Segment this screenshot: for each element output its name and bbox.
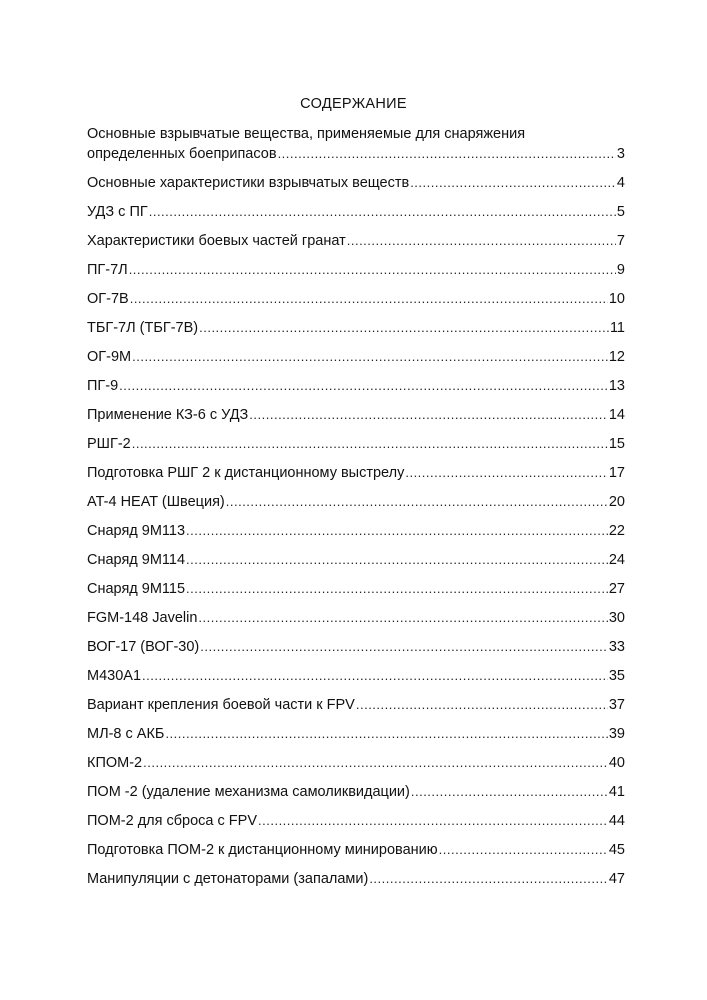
- dot-leader: [142, 666, 608, 682]
- toc-entry-page-number: 45: [608, 842, 625, 858]
- toc-entry-page-number: 10: [608, 291, 625, 307]
- toc-entry-row: [87, 666, 625, 686]
- toc-entry-row: [87, 869, 625, 889]
- toc-entry-row: [87, 260, 625, 280]
- toc-entry-page-number: 47: [608, 871, 625, 887]
- toc-entry-label: ОГ-9М: [87, 349, 132, 365]
- dot-leader: [347, 231, 616, 247]
- dot-leader: [199, 318, 609, 334]
- toc-entry-row: [87, 608, 625, 628]
- toc-entry-row: [87, 840, 625, 860]
- dot-leader: [149, 202, 616, 218]
- toc-entry-row: [87, 463, 625, 483]
- toc-entry-label: FGM-148 Javelin: [87, 610, 198, 626]
- toc-entry-row: [87, 753, 625, 773]
- toc-entry-label: Характеристики боевых частей гранат: [87, 233, 346, 249]
- toc-entry-label: ТБГ-7Л (ТБГ-7В): [87, 320, 199, 336]
- dot-leader: [132, 347, 608, 363]
- toc-entry[interactable]: [87, 405, 625, 425]
- toc-entry-row: [87, 405, 625, 425]
- toc-entry-row: [87, 318, 625, 338]
- dot-leader: [405, 463, 608, 479]
- toc-entry-page-number: 7: [616, 233, 625, 249]
- toc-entry-page-number: 4: [616, 175, 625, 191]
- dot-leader: [132, 434, 608, 450]
- toc-entry-label: Снаряд 9М114: [87, 552, 186, 568]
- toc-entry-row: [87, 550, 625, 570]
- dot-leader: [200, 637, 608, 653]
- toc-entry-label: ПГ-9: [87, 378, 119, 394]
- toc-entry[interactable]: [87, 260, 625, 280]
- dot-leader: [130, 289, 608, 305]
- dot-leader: [165, 724, 607, 740]
- dot-leader: [439, 840, 608, 856]
- toc-entry[interactable]: [87, 231, 625, 251]
- toc-entry-label: AT-4 HEAT (Швеция): [87, 494, 225, 510]
- dot-leader: [186, 550, 608, 566]
- toc-entry-row: [87, 347, 625, 367]
- dot-leader: [369, 869, 608, 885]
- toc-entry-page-number: 39: [608, 726, 625, 742]
- toc-entry-page-number: 17: [608, 465, 625, 481]
- toc-entry-row: [87, 637, 625, 657]
- toc-entry-row: [87, 579, 625, 599]
- toc-entry-row: [87, 289, 625, 309]
- toc-entry-page-number: 24: [608, 552, 625, 568]
- toc-entry[interactable]: [87, 434, 625, 454]
- toc-entry-label: ОГ-7В: [87, 291, 129, 307]
- toc-entry-label: M430A1: [87, 668, 142, 684]
- toc-entry-label: УДЗ с ПГ: [87, 204, 148, 220]
- toc-entry[interactable]: [87, 173, 625, 193]
- toc-entry[interactable]: [87, 347, 625, 367]
- toc-entry-label: Вариант крепления боевой части к FPV: [87, 697, 355, 713]
- table-of-contents: [87, 124, 625, 898]
- toc-entry[interactable]: [87, 289, 625, 309]
- toc-entry[interactable]: [87, 579, 625, 599]
- dot-leader: [278, 144, 616, 160]
- toc-entry-row: [87, 144, 625, 164]
- toc-entry-page-number: 30: [608, 610, 625, 626]
- toc-entry[interactable]: [87, 550, 625, 570]
- dot-leader: [186, 579, 608, 595]
- toc-entry[interactable]: [87, 124, 625, 164]
- dot-leader: [249, 405, 608, 421]
- toc-entry-page-number: 40: [608, 755, 625, 771]
- toc-entry-label: КПОМ-2: [87, 755, 143, 771]
- dot-leader: [410, 173, 616, 189]
- toc-entry-page-number: 33: [608, 639, 625, 655]
- toc-entry-label: ВОГ-17 (ВОГ-30): [87, 639, 200, 655]
- toc-entry-label: ПГ-7Л: [87, 262, 128, 278]
- toc-entry-row: [87, 724, 625, 744]
- toc-entry-label: Снаряд 9М113: [87, 523, 186, 539]
- page-title: СОДЕРЖАНИЕ: [300, 96, 407, 112]
- toc-entry[interactable]: [87, 608, 625, 628]
- toc-entry-row: [87, 782, 625, 802]
- toc-entry-page-number: 5: [616, 204, 625, 220]
- toc-entry[interactable]: [87, 753, 625, 773]
- toc-entry-label: определенных боеприпасов: [87, 146, 277, 162]
- toc-entry-row: [87, 231, 625, 251]
- dot-leader: [119, 376, 608, 392]
- toc-entry-label: Снаряд 9М115: [87, 581, 186, 597]
- toc-entry-page-number: 20: [608, 494, 625, 510]
- toc-entry-label: Применение КЗ-6 с УДЗ: [87, 407, 249, 423]
- toc-entry[interactable]: [87, 695, 625, 715]
- toc-entry[interactable]: [87, 782, 625, 802]
- toc-entry-page-number: 15: [608, 436, 625, 452]
- toc-entry[interactable]: [87, 869, 625, 889]
- toc-entry[interactable]: [87, 637, 625, 657]
- toc-entry-label: ПОМ -2 (удаление механизма самоликвидации): [87, 784, 410, 800]
- toc-entry-label: Манипуляции с детонаторами (запалами): [87, 871, 369, 887]
- toc-entry-page-number: 22: [608, 523, 625, 539]
- toc-entry-page-number: 9: [616, 262, 625, 278]
- dot-leader: [356, 695, 608, 711]
- toc-entry[interactable]: [87, 811, 625, 831]
- toc-entry-row: [87, 695, 625, 715]
- toc-entry-row: [87, 811, 625, 831]
- toc-entry[interactable]: [87, 724, 625, 744]
- toc-entry-page-number: 11: [609, 320, 625, 336]
- toc-entry[interactable]: [87, 840, 625, 860]
- dot-leader: [143, 753, 608, 769]
- toc-entry-label: Подготовка ПОМ-2 к дистанционному минированию: [87, 842, 438, 858]
- dot-leader: [129, 260, 616, 276]
- toc-entry[interactable]: [87, 318, 625, 338]
- toc-entry[interactable]: [87, 376, 625, 396]
- toc-entry-row: [87, 202, 625, 222]
- toc-entry-row: [87, 492, 625, 512]
- toc-entry-page-number: 41: [608, 784, 625, 800]
- dot-leader: [226, 492, 608, 508]
- toc-entry-page-number: 14: [608, 407, 625, 423]
- dot-leader: [198, 608, 607, 624]
- toc-entry-row: [87, 173, 625, 193]
- toc-entry-page-number: 27: [608, 581, 625, 597]
- toc-entry-row: [87, 434, 625, 454]
- toc-entry-label-line1: Основные взрывчатые вещества, применяемые для снаряжения: [87, 126, 526, 142]
- dot-leader: [411, 782, 608, 798]
- toc-entry-label: РШГ-2: [87, 436, 131, 452]
- toc-entry-label: ПОМ-2 для сброса с FPV: [87, 813, 258, 829]
- toc-entry[interactable]: [87, 492, 625, 512]
- toc-entry-label: Основные характеристики взрывчатых веществ: [87, 175, 410, 191]
- toc-entry-label: Подготовка РШГ 2 к дистанционному выстрелу: [87, 465, 405, 481]
- toc-entry[interactable]: [87, 666, 625, 686]
- toc-entry-page-number: 37: [608, 697, 625, 713]
- toc-entry-page-number: 13: [608, 378, 625, 394]
- toc-entry-page-number: 12: [608, 349, 625, 365]
- toc-entry-page-number: 44: [608, 813, 625, 829]
- toc-entry-page-number: 35: [608, 668, 625, 684]
- toc-entry-label: МЛ-8 с АКБ: [87, 726, 165, 742]
- dot-leader: [186, 521, 608, 537]
- toc-entry-page-number: 3: [616, 146, 625, 162]
- toc-entry[interactable]: [87, 521, 625, 541]
- toc-entry-row: [87, 376, 625, 396]
- toc-entry[interactable]: [87, 463, 625, 483]
- dot-leader: [258, 811, 608, 827]
- toc-entry[interactable]: [87, 202, 625, 222]
- toc-entry-row: [87, 521, 625, 541]
